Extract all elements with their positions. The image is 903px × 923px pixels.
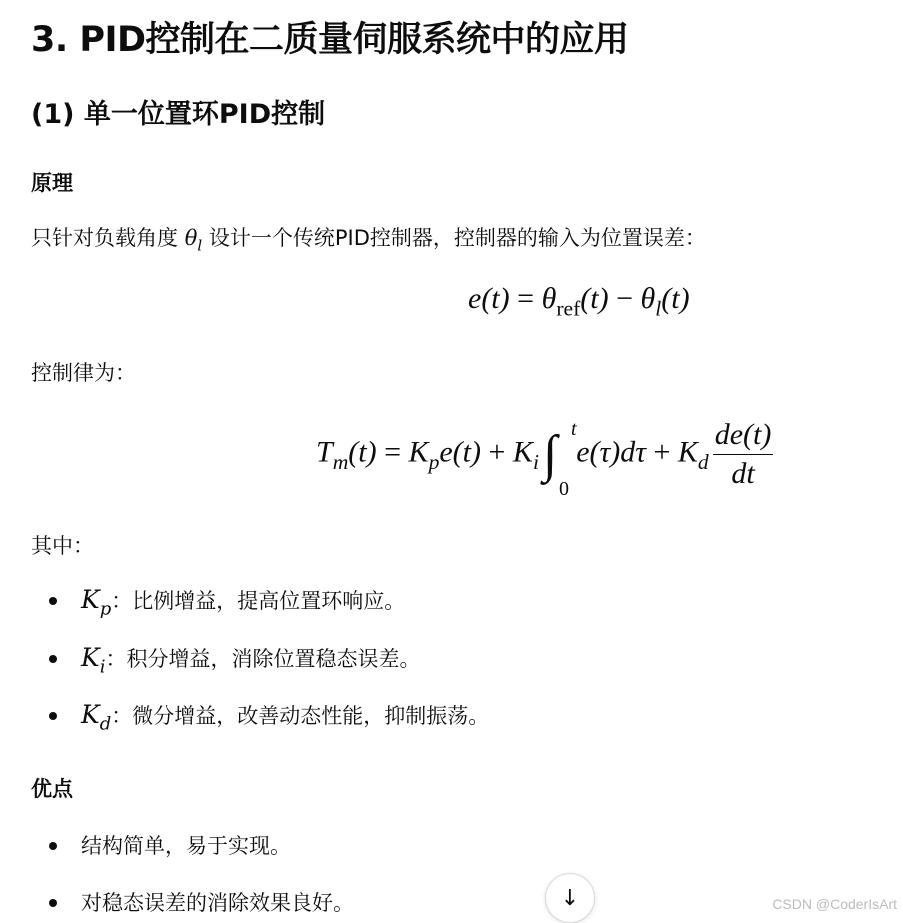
principle-intro bbox=[31, 222, 706, 254]
scroll-down-button[interactable] bbox=[545, 873, 595, 923]
bullet-icon bbox=[49, 899, 57, 907]
bullet-icon bbox=[49, 655, 57, 663]
arrow-down-icon: ↓ bbox=[560, 885, 580, 911]
subsection-title: (1) 单一位置环PID控制 bbox=[31, 99, 326, 130]
derivative-fraction: $\frac{de(t)}{dt}$ bbox=[714, 418, 772, 490]
bullet-icon bbox=[49, 597, 57, 605]
theta-l-symbol: $\theta_l$ bbox=[184, 226, 203, 255]
watermark: CSDN @CoderIsArt bbox=[772, 896, 897, 912]
control-law-equation: $T_m(t) = K_pe(t) + K_i\int$ t 0 $e(\tau)d\tau + K_d$ $\frac{de(t)}{dt}$ bbox=[316, 417, 772, 500]
error-equation: $e(t) = \theta_{ref}(t) - \theta_l(t)$ bbox=[468, 282, 690, 321]
intro-text-before: 只针对负载角度 bbox=[31, 226, 185, 250]
intro-text-after: 设计一个传统PID控制器，控制器的输入为位置误差： bbox=[202, 226, 706, 250]
bullet-icon bbox=[49, 842, 57, 850]
principle-heading: 原理 bbox=[31, 171, 73, 195]
advantages-heading: 优点 bbox=[31, 777, 73, 801]
section-title: 3. PID控制在二质量伺服系统中的应用 bbox=[31, 20, 629, 60]
bullet-icon bbox=[49, 712, 57, 720]
control-law-label: 控制律为： bbox=[31, 361, 136, 385]
integral-sign: ∫ t 0 bbox=[542, 417, 577, 500]
where-label: 其中： bbox=[31, 534, 94, 558]
